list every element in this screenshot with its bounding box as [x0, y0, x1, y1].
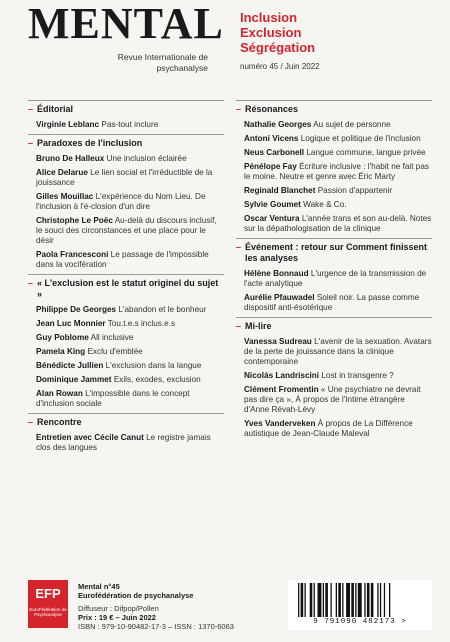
- section-dash-icon: –: [236, 242, 242, 252]
- info-price: Prix : 19 € – Juin 2022: [78, 613, 156, 622]
- section-title: [236, 100, 432, 115]
- section-title-text: Éditorial: [37, 104, 74, 114]
- section-title: [236, 317, 432, 332]
- entry-author: Gilles Mouillac: [36, 192, 94, 201]
- issue-theme: [240, 10, 315, 55]
- contents-left-column: [28, 96, 224, 457]
- theme-line: Exclusion: [240, 25, 302, 40]
- contents-entry: [28, 305, 224, 315]
- section: [28, 413, 224, 453]
- contents-entry: [236, 214, 432, 234]
- entry-title: L'année trans et son au-delà. Notes sur la dépathologisation de la clinique: [244, 214, 432, 233]
- contents-entry: [28, 433, 224, 453]
- entry-author: Hélène Bonnaud: [244, 269, 309, 278]
- entry-author: Alice Delarue: [36, 168, 88, 177]
- contents-entry: [28, 333, 224, 343]
- contents-entry: [236, 385, 432, 415]
- entry-title: À propos de La Différence autistique de Jean-Claude Maleval: [244, 419, 413, 438]
- contents-entry: [28, 168, 224, 188]
- info-title: Mental n°45: [78, 582, 120, 591]
- entry-title: L'impossible dans le concept d'inclusion sociale: [36, 389, 190, 408]
- publication-info: [78, 582, 234, 631]
- contents-entry: [236, 269, 432, 289]
- section: [28, 100, 224, 130]
- entry-author: Alan Rowan: [36, 389, 83, 398]
- contents-entry: [236, 293, 432, 313]
- section-dash-icon: –: [28, 278, 34, 288]
- entry-author: Dominique Jammet: [36, 375, 112, 384]
- info-isbn: ISBN : 979-10-90482-17-3 – ISSN : 1370-6063: [78, 622, 234, 631]
- entry-title: L'avenir de la sexuation. Avatars de la perte de jouissance dans la clinique contemporaine: [244, 337, 432, 366]
- entry-title: Tou.t.e.s inclus.e.s: [107, 319, 176, 328]
- info-publisher: Eurofédération de psychanalyse: [78, 591, 194, 600]
- section-title: [28, 134, 224, 149]
- entry-title: « Une psychiatre ne devrait pas dire ça », À propos de l'Intime étrangère d'Anne Révah-Lévy: [244, 385, 421, 414]
- entry-author: Entretien avec Cécile Canut: [36, 433, 144, 442]
- entry-author: Jean Luc Monnier: [36, 319, 106, 328]
- contents-entry: [236, 419, 432, 439]
- contents-entry: [28, 192, 224, 212]
- entry-title: Exils, exodes, exclusion: [113, 375, 201, 384]
- entry-author: Guy Poblome: [36, 333, 89, 342]
- entry-title: Le lien social et l'irréductible de la jouissance: [36, 168, 213, 187]
- entry-title: L'exclusion dans la langue: [105, 361, 202, 370]
- theme-line: Ségrégation: [240, 40, 316, 55]
- contents-right-column: [236, 96, 432, 443]
- entry-author: Yves Vanderveken: [244, 419, 316, 428]
- section-title: [236, 238, 432, 264]
- entry-author: Virginie Leblanc: [36, 120, 100, 129]
- entry-title: L'abandon et le bonheur: [118, 305, 207, 314]
- entry-title: Wake & Co.: [303, 200, 347, 209]
- section-dash-icon: –: [236, 104, 242, 114]
- section-title-text: Mi-lire: [245, 321, 272, 331]
- issue-number: numéro 45 / Juin 2022: [240, 62, 320, 71]
- section-dash-icon: –: [28, 138, 34, 148]
- entry-author: Christophe Le Poëc: [36, 216, 113, 225]
- entry-author: Philippe De Georges: [36, 305, 117, 314]
- entry-title: Le registre jamais clos des langues: [36, 433, 211, 452]
- journal-subtitle: Revue Internationale de psychanalyse: [117, 52, 208, 73]
- contents-entry: [28, 216, 224, 246]
- entry-author: Clément Fromentin: [244, 385, 319, 394]
- barcode-number: 9 791090 482173 >: [313, 618, 407, 626]
- contents-entry: [236, 186, 432, 196]
- section: [28, 134, 224, 270]
- section-dash-icon: –: [236, 321, 242, 331]
- entry-title: Au-delà du discours inclusif, le souci des circonstances et une place pour le désir: [36, 216, 217, 245]
- contents-entry: [28, 154, 224, 164]
- entry-title: All inclusive: [90, 333, 134, 342]
- section: [28, 274, 224, 409]
- section-dash-icon: –: [28, 104, 34, 114]
- section-dash-icon: –: [28, 417, 34, 427]
- section: [236, 317, 432, 439]
- contents-entry: [236, 337, 432, 367]
- entry-title: L'expérience du Nom Lieu. De l'inclusion à l'é-closion d'un dire: [36, 192, 206, 211]
- contents-entry: [236, 371, 432, 381]
- section-title: [28, 413, 224, 428]
- entry-author: Aurélie Pfauwadel: [244, 293, 315, 302]
- entry-title: Exclu d'emblée: [87, 347, 143, 356]
- entry-title: Le passage de l'impossible dans la vocifération: [36, 250, 209, 269]
- section-title-text: « L'exclusion est le statut originel du sujet »: [37, 278, 219, 299]
- contents-entry: [236, 120, 432, 130]
- entry-author: Nicolás Landriscini: [244, 371, 320, 380]
- efp-logo: [28, 580, 68, 628]
- section-title-text: Résonances: [245, 104, 299, 114]
- entry-author: Neus Carbonell: [244, 148, 305, 157]
- barcode-bars-icon: [298, 583, 422, 617]
- contents-entry: [28, 120, 224, 130]
- theme-line: Inclusion: [240, 10, 298, 25]
- entry-title: Une inclusion éclairée: [106, 154, 187, 163]
- section-title-text: Paradoxes de l'inclusion: [37, 138, 143, 148]
- section: [236, 238, 432, 313]
- entry-title: Au sujet de personne: [313, 120, 391, 129]
- entry-author: Nathalie Georges: [244, 120, 312, 129]
- contents-entry: [28, 250, 224, 270]
- entry-author: Pamela King: [36, 347, 86, 356]
- contents-entry: [28, 361, 224, 371]
- section: [236, 100, 432, 234]
- section-title: [28, 100, 224, 115]
- entry-title: Passion d'appartenir: [317, 186, 393, 195]
- entry-title: Soleil noir. La passe comme dispositif anti-ésotérique: [244, 293, 420, 312]
- entry-title: Lost in transgenre ?: [321, 371, 394, 380]
- info-distributor: Diffuseur : Difpop/Pollen: [78, 604, 159, 613]
- contents-entry: [236, 148, 432, 158]
- contents-entry: [236, 162, 432, 182]
- contents-entry: [28, 375, 224, 385]
- entry-title: Pas-tout inclure: [101, 120, 159, 129]
- contents-entry: [236, 200, 432, 210]
- entry-author: Antoni Vicens: [244, 134, 299, 143]
- entry-title: Langue commune, langue privée: [306, 148, 426, 157]
- contents-entry: [28, 389, 224, 409]
- contents-entry: [28, 347, 224, 357]
- journal-logo: MENTAL: [28, 0, 224, 48]
- entry-author: Paola Francesconi: [36, 250, 109, 259]
- entry-author: Bénédicte Jullien: [36, 361, 104, 370]
- entry-author: Bruno De Halleux: [36, 154, 105, 163]
- entry-title: Logique et politique de l'inclusion: [300, 134, 421, 143]
- footer: [28, 580, 432, 638]
- efp-logo-name: EuroFédération de Psychanalyse: [29, 607, 67, 617]
- contents-entry: [28, 319, 224, 329]
- section-title: [28, 274, 224, 300]
- contents-entry: [236, 134, 432, 144]
- barcode: [288, 580, 432, 630]
- section-title-text: Rencontre: [37, 417, 82, 427]
- efp-logo-text: EFP: [35, 586, 61, 601]
- entry-author: Sylvie Goumet: [244, 200, 301, 209]
- section-title-text: Événement : retour sur Comment finissent les analyses: [245, 242, 428, 263]
- entry-author: Oscar Ventura: [244, 214, 300, 223]
- entry-author: Reginald Blanchet: [244, 186, 316, 195]
- entry-title: L'urgence de la transmission de l'acte analytique: [244, 269, 427, 288]
- entry-title: Écriture inclusive : l'habit ne fait pas le moine. Neutre et genre avec Éric Marty: [244, 162, 429, 181]
- entry-author: Vanessa Sudreau: [244, 337, 312, 346]
- entry-author: Pénélope Fay: [244, 162, 297, 171]
